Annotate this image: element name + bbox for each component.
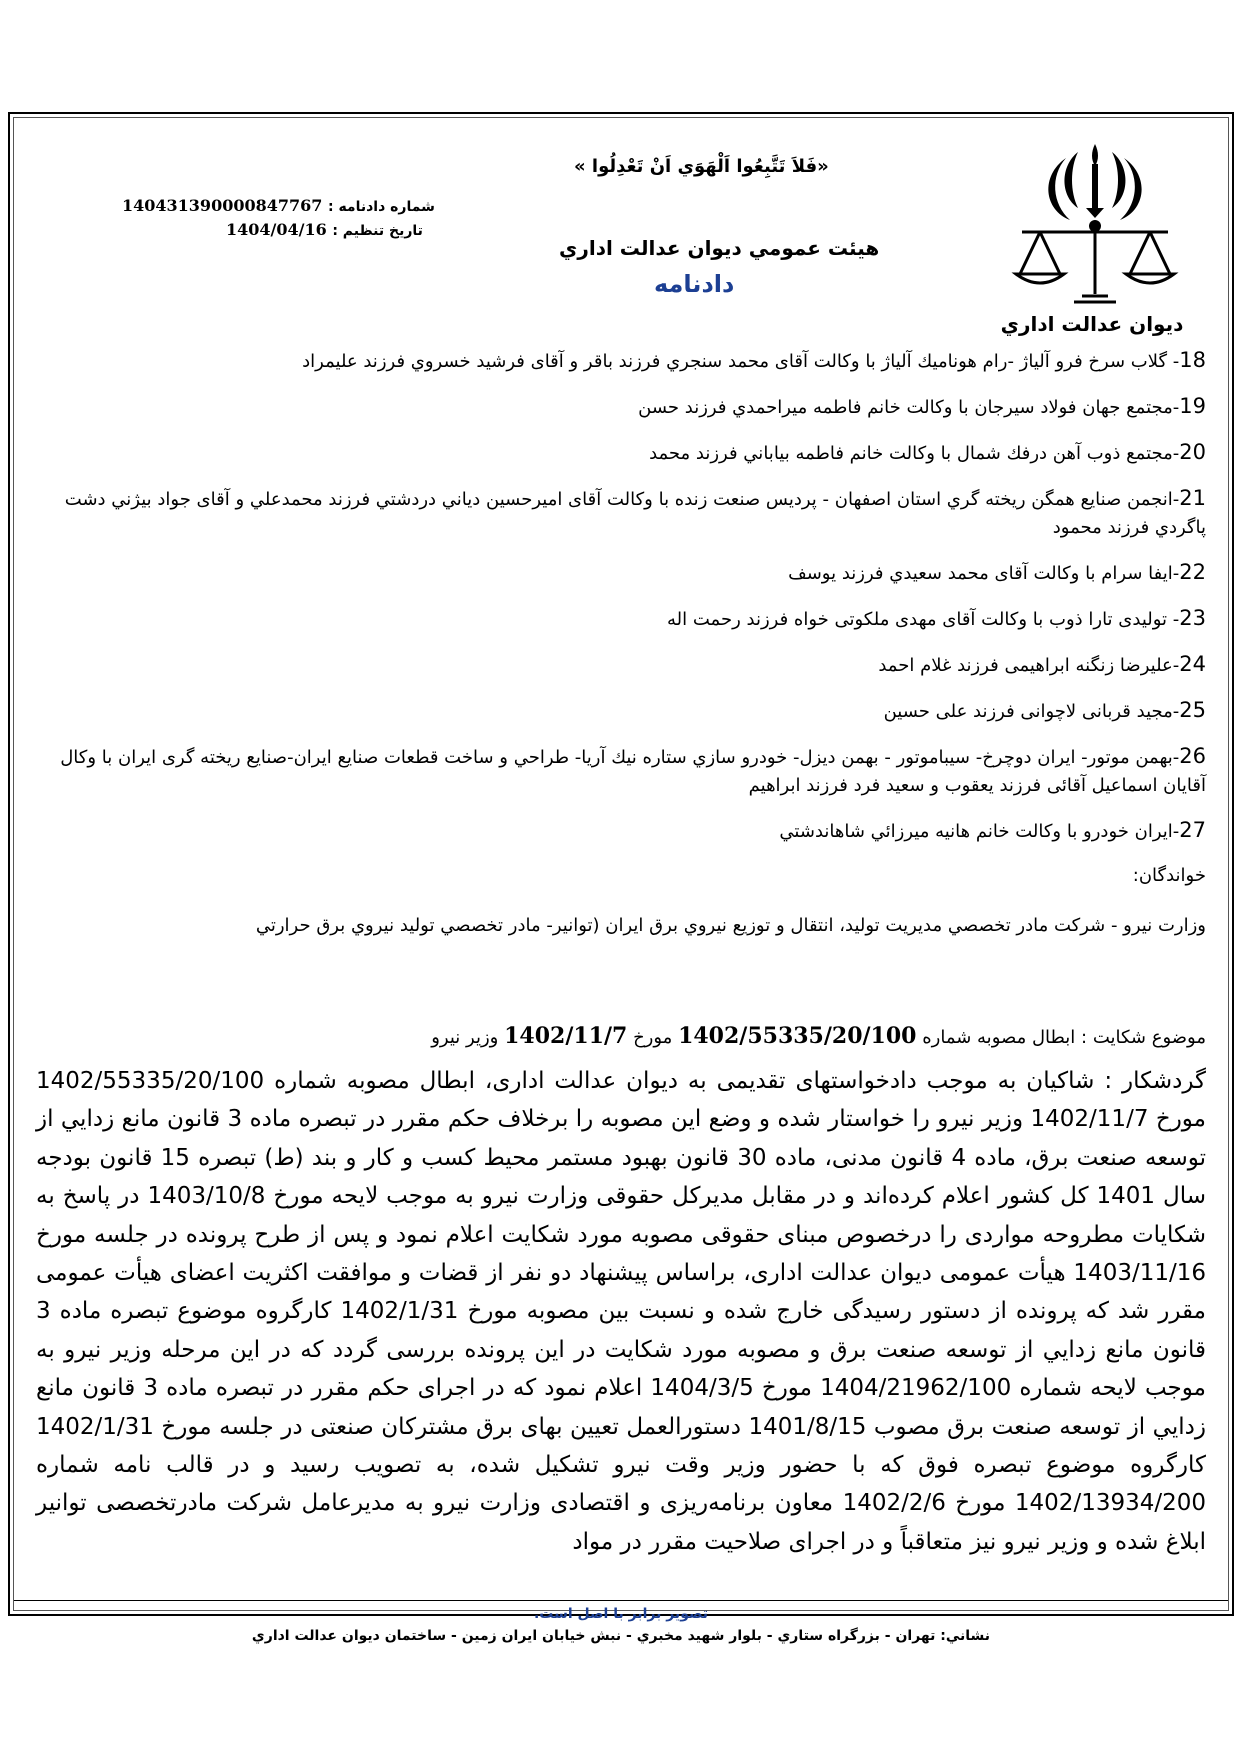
- plaintiff-number: 19: [1179, 394, 1206, 418]
- plaintiff-text: -ايران خودرو با وكالت خانم هانيه ميرزائي شاهاندشتي: [779, 821, 1180, 842]
- plaintiff-text: -مجتمع ذوب آهن درفك شمال با وكالت خانم فاطمه بياباني فرزند محمد: [649, 443, 1180, 464]
- plaintiff-item: [36, 604, 1206, 634]
- footer-divider: [14, 1600, 1228, 1601]
- plaintiff-text: - گلاب سرخ فرو آلياژ -رام هوناميك آلياژ با وكالت آقای محمد سنجري فرزند باقر و آقای فرشيد خسروي فرزند عليمراد: [302, 351, 1180, 372]
- plaintiff-item: [36, 742, 1206, 800]
- issue-date: 1404/04/16: [226, 220, 327, 239]
- date-label: تاريخ تنظيم :: [332, 223, 423, 239]
- plaintiff-text: -مجيد قربانی لاچوانی فرزند علی حسين: [883, 701, 1180, 722]
- respondents: وزارت نيرو - شركت مادر تخصصي مديريت توليد، انتقال و توزيع نيروي برق ايران (توانير- مادر تخصصي توليد نيروي برق حرارتي: [255, 915, 1206, 936]
- plaintiff-item: [36, 696, 1206, 726]
- subject-number: 1402/55335/20/100: [678, 1023, 917, 1049]
- plaintiff-number: 24: [1179, 652, 1206, 676]
- complaint-subject: [36, 1022, 1206, 1052]
- board-title: هيئت عمومي ديوان عدالت اداري: [559, 236, 880, 260]
- respondents-label: خواندگان:: [1132, 865, 1206, 886]
- letterhead: [14, 118, 1228, 346]
- proceedings-paragraph: گردشكار : شاكيان به موجب دادخواستهای تقديمی به ديوان عدالت اداری، ابطال مصوبه شماره 1402/55335/20/100 مورخ 1402/11/7 وزير نيرو را خواستار شده و وضع اين مصوبه را برخلاف حكم مقرر در تبصره ماده 3 قانون مانع زدايي از توسعه صنعت برق، ماده 4 قانون مدنی، ماده 30 قانون بهبود مستمر محيط كسب و كار و بند (ط) تبصره 15 قانون بودجه سال 1401 كل كشور اعلام كرده‌اند و در مقابل مديركل حقوقی وزارت نيرو به موجب لايحه مورخ 1403/10/8 در پاسخ به شكايات مطروحه مواردی را درخصوص مبنای حقوقی مصوبه مورد شكايت اعلام نمود و پس از طرح پرونده در جلسه مورخ 1403/11/16 هيأت عمومی ديوان عدالت اداری، براساس پيشنهاد دو نفر از قضات و موافقت اكثريت اعضای هيأت عمومی مقرر شد كه پرونده از دستور رسيدگی خارج شده و نسبت بين مصوبه مورخ 1402/1/31 كارگروه موضوع تبصره ماده 3 قانون مانع زدايي از توسعه صنعت برق و مصوبه مورد شكايت در اين پرونده بررسی گردد كه در اين مرحله وزير نيرو به موجب لايحه شماره 1404/21962/100 مورخ 1404/3/5 اعلام نمود كه در اجرای حكم مقرر در تبصره ماده 3 قانون مانع زدايي از توسعه صنعت برق مصوب 1401/8/15 دستورالعمل تعيين بهای برق مشتركان صنعتی در جلسه مورخ 1402/1/31 كارگروه موضوع تبصره فوق كه با حضور وزير وقت نيرو تشكيل شده، به تصويب رسيد و در قالب نامه شماره 1402/13934/200 مورخ 1402/2/6 معاون برنامه‌ريزی و اقتصادی وزارت نيرو به مديرعامل شركت مادرتخصصی توانير ابلاغ شده و وزير نيرو نيز متعاقباً و در اجرای صلاحيت مقرر در مواد: [36, 1068, 1207, 1555]
- plaintiff-number: 21: [1179, 486, 1206, 510]
- plaintiff-text: - توليدی تارا ذوب با وكالت آقای مهدی ملكوتی خواه فرزند رحمت اله: [667, 609, 1180, 630]
- date-line: [226, 220, 423, 239]
- subject-date: 1402/11/7: [504, 1023, 628, 1049]
- plaintiff-item: [36, 346, 1206, 376]
- case-number-label: شماره دادنامه :: [327, 199, 435, 215]
- plaintiff-number: 25: [1179, 698, 1206, 722]
- court-emblem-icon: [1000, 134, 1190, 314]
- plaintiff-item: [36, 650, 1206, 680]
- court-name: ديوان عدالت اداري: [1000, 312, 1184, 336]
- plaintiff-number: 27: [1179, 818, 1206, 842]
- certified-copy-note: تصوير برابر با اصل است.: [533, 1606, 709, 1622]
- plaintiff-text: -مجتمع جهان فولاد سيرجان با وكالت خانم فاطمه ميراحمدي فرزند حسن: [638, 397, 1180, 418]
- quran-verse: «فَلاَ تَتَّبِعُوا اَلْهَوَي اَنْ تَعْدِلُوا »: [574, 156, 829, 177]
- plaintiff-text: -انجمن صنايع همگن ريخته گري استان اصفهان - پرديس صنعت زنده با وكالت آقای اميرحسين دياني دردشتي فرزند محمدعلي و آقای جواد بيژني دشت پاگردي فرزند محمود: [64, 489, 1206, 538]
- court-address: نشاني: تهران - بزرگراه ستاري - بلوار شهيد مخبري - نبش خيابان ايران زمين - ساختمان ديوان عدالت اداري: [251, 1628, 991, 1644]
- plaintiff-number: 20: [1179, 440, 1206, 464]
- plaintiff-item: [36, 484, 1206, 542]
- plaintiff-number: 18: [1179, 348, 1206, 372]
- document-body: [36, 346, 1206, 1561]
- document-frame: [8, 112, 1234, 1644]
- document-inner-border: [13, 117, 1229, 1644]
- subject-suffix: وزير نيرو: [431, 1027, 499, 1048]
- subject-label: موضوع شكايت : ابطال مصوبه شماره: [922, 1027, 1206, 1048]
- plaintiff-number: 23: [1179, 606, 1206, 630]
- plaintiff-text: -بهمن موتور- ايران دوچرخ- سيباموتور - بهمن ديزل- خودرو سازي ستاره نيك آريا- طراحي و ساخت قطعات صنايع ايران-صنايع ريخته گری ايران با وكال آقايان اسماعيل آقائی فرزند يعقوب و سعيد فرد فرزند ابراهيم: [60, 747, 1206, 796]
- case-number: 140431390000847767: [122, 196, 323, 215]
- document-title: دادنامه: [654, 270, 735, 298]
- subject-date-label: مورخ: [633, 1027, 673, 1048]
- plaintiff-item: [36, 558, 1206, 588]
- plaintiff-number: 26: [1179, 744, 1206, 768]
- plaintiff-item: [36, 438, 1206, 468]
- plaintiff-item: [36, 392, 1206, 422]
- case-number-line: [122, 196, 435, 215]
- plaintiff-text: -ايفا سرام با وكالت آقای محمد سعيدي فرزند يوسف: [788, 563, 1180, 584]
- plaintiff-item: [36, 816, 1206, 846]
- plaintiff-text: -عليرضا زنگنه ابراهيمی فرزند غلام احمد: [878, 655, 1180, 676]
- plaintiff-number: 22: [1179, 560, 1206, 584]
- plaintiffs-list: [36, 346, 1206, 846]
